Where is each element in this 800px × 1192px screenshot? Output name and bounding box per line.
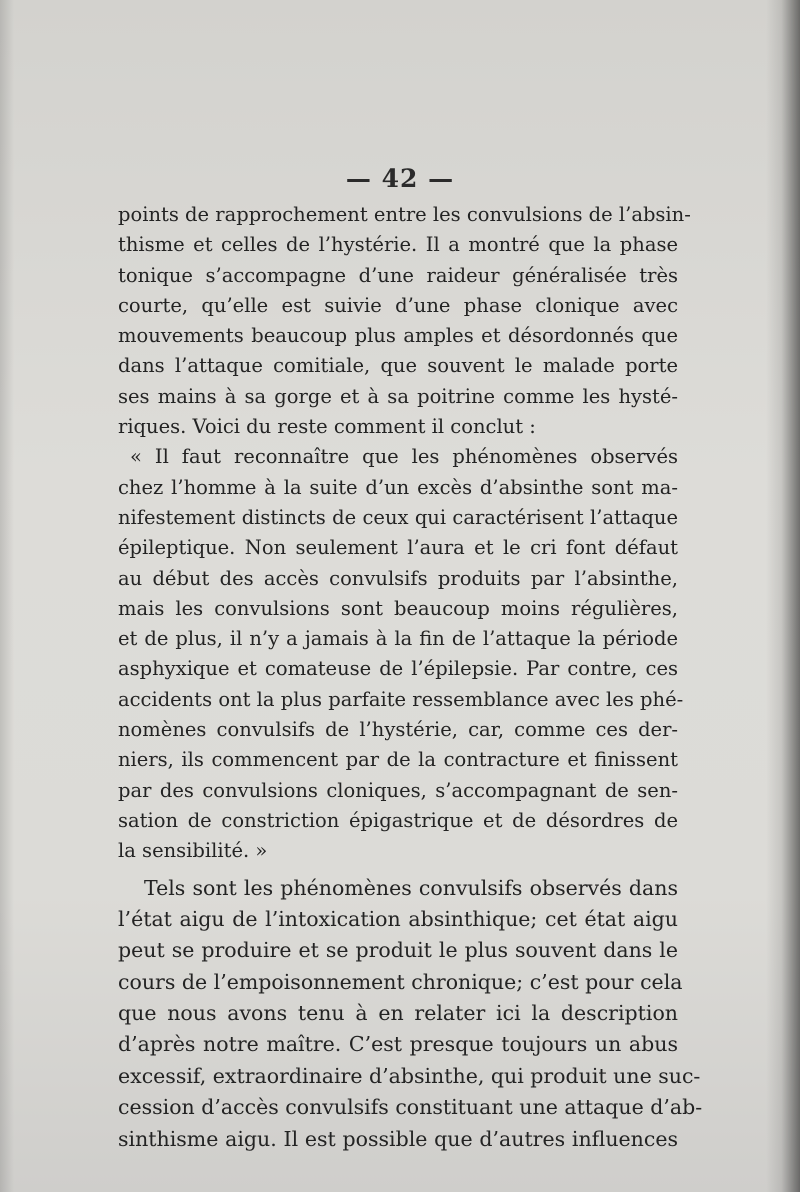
page-number: — 42 — [345,164,455,193]
text-line: dans l’attaque comitiale, que souvent le malade porte [118,354,678,378]
quote-line: nifestement distincts de ceux qui caractérisent l’attaque [118,505,678,529]
quote-line: mais les convulsions sont beaucoup moins régulières, [118,596,678,620]
quote-line: épileptique. Non seulement l’aura et le cri font défaut [118,536,678,560]
text-line: sinthisme aigu. Il est possible que d’autres influences [118,1126,678,1151]
quote-line: par des convulsions cloniques, s’accompagnant de sen- [118,778,678,802]
text-line: excessif, extraordinaire d’absinthe, qui produit une suc- [118,1063,701,1088]
quote-line: nomènes convulsifs de l’hystérie, car, comme ces der- [118,718,678,742]
quote-line: au début des accès convulsifs produits par l’absinthe, [118,566,678,590]
text-line: peut se produire et se produit le plus souvent dans le [118,938,678,963]
body-text [118,200,703,1155]
quote-line: accidents ont la plus parfaite ressemblance avec les phé- [118,687,684,711]
text-line: riques. Voici du reste comment il conclut : [118,415,536,439]
text-line: Tels sont les phénomènes convulsifs observés dans [144,875,678,900]
quote-line: niers, ils commencent par de la contracture et finissent [118,748,678,772]
text-line: d’après notre maître. C’est presque toujours un abus [118,1032,678,1057]
quote-line: et de plus, il n’y a jamais à la fin de l’attaque la période [118,627,678,651]
text-line: courte, qu’elle est suivie d’une phase clonique avec [118,293,678,317]
text-line: points de rapprochement entre les convulsions de l’absin- [118,203,691,226]
quote-line: asphyxique et comateuse de l’épilepsie. Par contre, ces [118,657,678,681]
quote-line: la sensibilité. » [118,839,268,863]
text-line: cession d’accès convulsifs constituant une attaque d’ab- [118,1095,703,1120]
text-line: ses mains à sa gorge et à sa poitrine comme les hysté- [118,384,678,408]
text-line: mouvements beaucoup plus amples et désordonnés que [118,324,678,348]
quote-line: chez l’homme à la suite d’un excès d’absinthe sont ma- [118,475,678,499]
second-paragraph [118,873,703,1156]
text-line: tonique s’accompagne d’une raideur généralisée très [118,263,678,287]
text-line: l’état aigu de l’intoxication absinthique; cet état aigu [118,906,678,931]
text-line: thisme et celles de l’hystérie. Il a montré que la phase [118,233,678,257]
text-line: que nous avons tenu à en relater ici la description [118,1001,678,1026]
quote-line: sation de constriction épigastrique et de désordres de [118,808,678,832]
text-line: cours de l’empoisonnement chronique; c’est pour cela [118,969,683,994]
quote-line: « Il faut reconnaître que les phénomènes observés [130,445,678,469]
